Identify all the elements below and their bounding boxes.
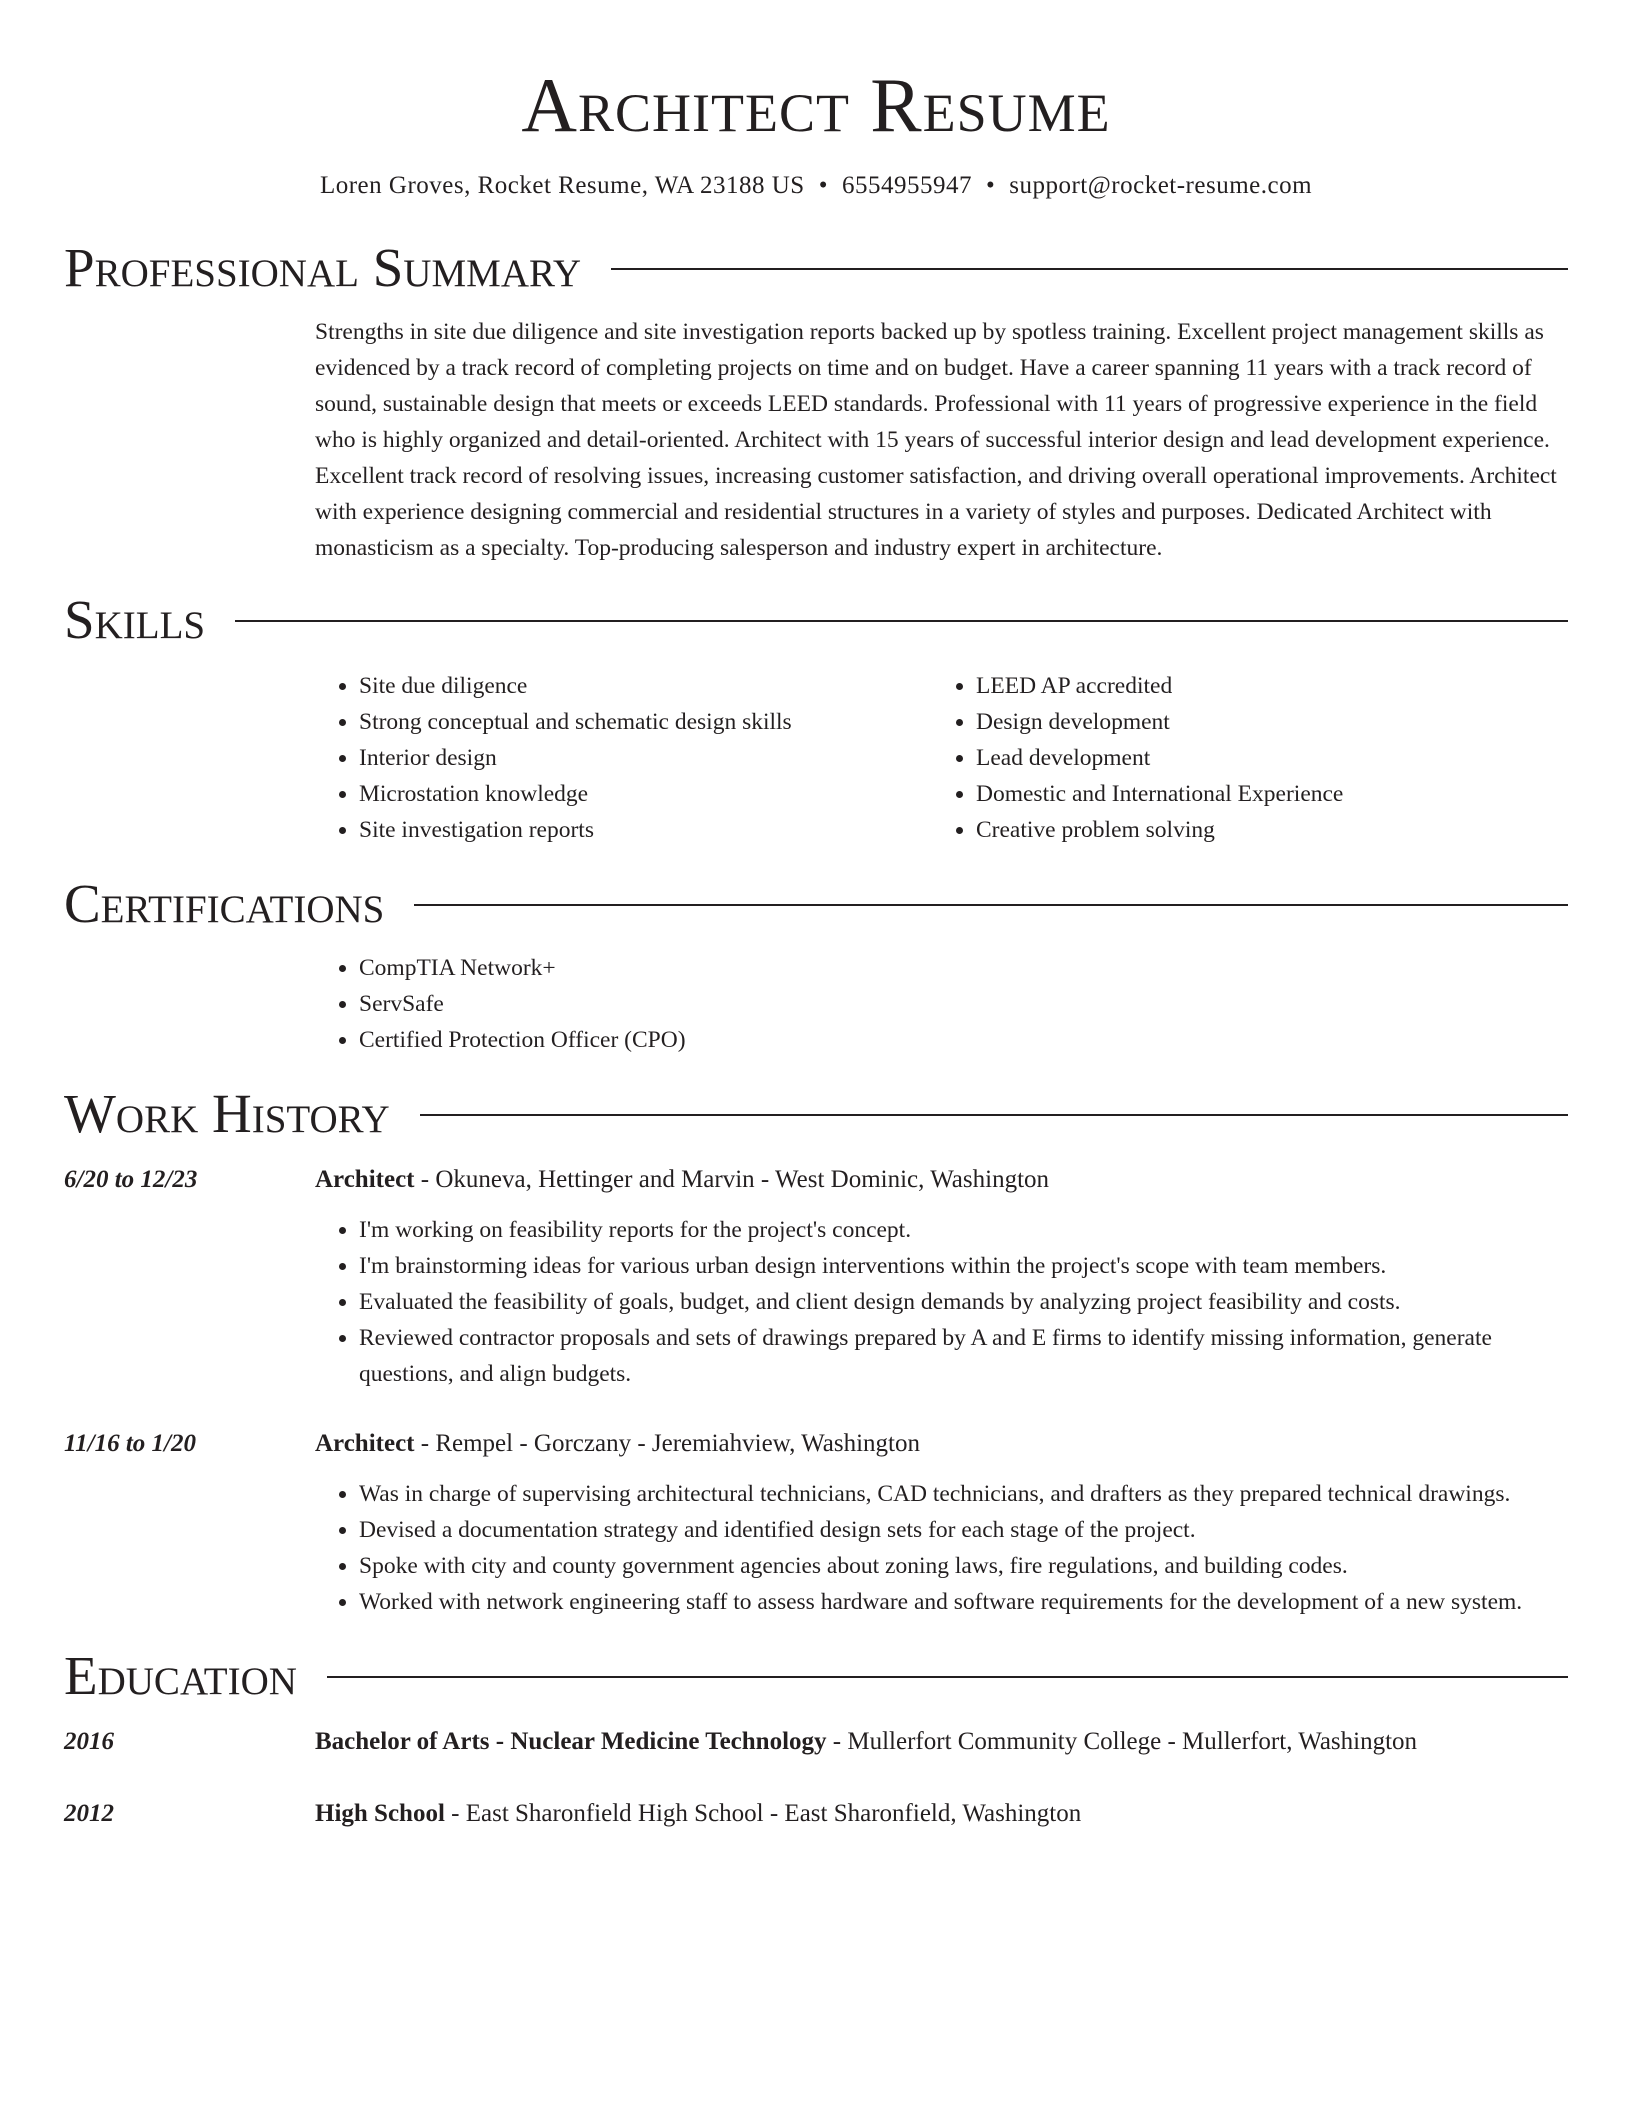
job-bullet: • Devised a documentation strategy and identified design sets for each stage of the project. [359, 1512, 1568, 1548]
skill-item: • Creative problem solving [976, 812, 1549, 848]
job-entry [64, 1162, 1568, 1392]
section-divider [235, 620, 1568, 622]
section-divider [414, 904, 1568, 906]
skill-item: • Interior design [359, 740, 932, 776]
certification-item: • ServSafe [359, 986, 1568, 1022]
contact-separator: • [985, 172, 996, 199]
job-header [64, 1426, 1568, 1462]
skills-list-left [315, 668, 932, 848]
education-school: - Mullerfort Community College - Mullerfort, Washington [826, 1728, 1418, 1755]
section-divider [611, 268, 1568, 270]
contact-phone: 6554955947 [841, 172, 972, 199]
education-title: Education [64, 1645, 297, 1706]
job-bullet: • Reviewed contractor proposals and sets of drawings prepared by A and E firms to identify missing information, generate questions, and align budgets. [359, 1320, 1568, 1392]
job-header [64, 1162, 1568, 1198]
section-divider [327, 1676, 1568, 1678]
resume-page [64, 0, 1568, 1832]
skill-item: • Domestic and International Experience [976, 776, 1549, 812]
job-bullet-list [315, 1476, 1568, 1620]
skills-section [64, 588, 1568, 848]
job-title: Architect [315, 1430, 415, 1457]
certifications-heading [64, 872, 1568, 936]
education-heading [315, 1724, 1417, 1760]
skills-list-right [932, 668, 1549, 848]
skills-heading [64, 588, 1568, 652]
job-bullet: • I'm working on feasibility reports for the project's concept. [359, 1212, 1568, 1248]
contact-separator: • [818, 172, 828, 199]
certification-item: • CompTIA Network+ [359, 950, 1568, 986]
job-bullet-list [315, 1212, 1568, 1392]
skill-item: • Microstation knowledge [359, 776, 932, 812]
summary-text: Strengths in site due diligence and site investigation reports backed up by spotless training. Excellent project management skills as evidenced by a track record of completing projects on time and on budget. Have a career spanning 11 years with a track record of sound, sustainable design that meets or exceeds LEED standards. Professional with 11 years of progressive experience in the field who is highly organized and detail-oriented. Architect with 15 years of successful interior design and lead development experience. Excellent track record of resolving issues, increasing customer satisfaction, and driving overall operational improvements. Architect with experience designing commercial and residential structures in a variety of styles and purposes. Dedicated Architect with monasticism as a specialty. Top-producing salesperson and industry expert in architecture. [315, 319, 1557, 561]
job-bullet: • I'm brainstorming ideas for various urban design interventions within the project's scope with team members. [359, 1248, 1568, 1284]
summary-section [64, 236, 1568, 566]
job-entry [64, 1426, 1568, 1620]
contact-line [64, 170, 1568, 202]
education-degree: Bachelor of Arts - Nuclear Medicine Technology [315, 1728, 827, 1755]
job-dates: 6/20 to 12/23 [64, 1166, 198, 1193]
job-heading [315, 1426, 920, 1462]
skills-title: Skills [64, 589, 206, 650]
contact-email: support@rocket-resume.com [1009, 172, 1313, 199]
education-school: - East Sharonfield High School - East Sharonfield, Washington [444, 1800, 1082, 1827]
skill-item: • Strong conceptual and schematic design skills [359, 704, 932, 740]
job-bullets [315, 1476, 1568, 1620]
education-year: 2012 [64, 1800, 114, 1827]
job-bullet: • Worked with network engineering staff to assess hardware and software requirements for the development of a new system. [359, 1584, 1568, 1620]
education-heading [315, 1796, 1081, 1832]
certifications-body [315, 950, 1568, 1058]
education-entry [64, 1724, 1568, 1760]
education-year: 2016 [64, 1728, 114, 1755]
summary-title: Professional Summary [64, 237, 582, 298]
skill-item: • Site investigation reports [359, 812, 932, 848]
work-history-section [64, 1082, 1568, 1620]
contact-address: Loren Groves, Rocket Resume, WA 23188 US [319, 172, 805, 199]
section-divider [420, 1114, 1568, 1116]
skills-grid [315, 668, 1568, 848]
certifications-list [315, 950, 1568, 1058]
certifications-section [64, 872, 1568, 1058]
skill-item: • Lead development [976, 740, 1549, 776]
resume-name: Architect Resume [521, 62, 1111, 148]
job-heading [315, 1162, 1049, 1198]
job-dates: 11/16 to 1/20 [64, 1430, 196, 1457]
education-heading [64, 1644, 1568, 1708]
job-bullet: • Was in charge of supervising architectural technicians, CAD technicians, and drafters as they prepared technical drawings. [359, 1476, 1568, 1512]
summary-body [315, 314, 1568, 566]
work-history-title: Work History [64, 1083, 390, 1144]
skill-item: • Design development [976, 704, 1549, 740]
skill-item: • LEED AP accredited [976, 668, 1549, 704]
education-section [64, 1644, 1568, 1832]
skill-item: • Site due diligence [359, 668, 932, 704]
job-employer: - Rempel - Gorczany - Jeremiahview, Washington [414, 1430, 920, 1457]
education-entry [64, 1796, 1568, 1832]
job-bullet: • Spoke with city and county government agencies about zoning laws, fire regulations, and building codes. [359, 1548, 1568, 1584]
job-employer: - Okuneva, Hettinger and Marvin - West Dominic, Washington [414, 1166, 1050, 1193]
job-bullets [315, 1212, 1568, 1392]
job-title: Architect [315, 1166, 415, 1193]
certifications-title: Certifications [64, 873, 385, 934]
summary-heading [64, 236, 1568, 300]
job-bullet: • Evaluated the feasibility of goals, budget, and client design demands by analyzing project feasibility and costs. [359, 1284, 1568, 1320]
education-degree: High School [315, 1800, 445, 1827]
work-history-heading [64, 1082, 1568, 1146]
certification-item: • Certified Protection Officer (CPO) [359, 1022, 1568, 1058]
